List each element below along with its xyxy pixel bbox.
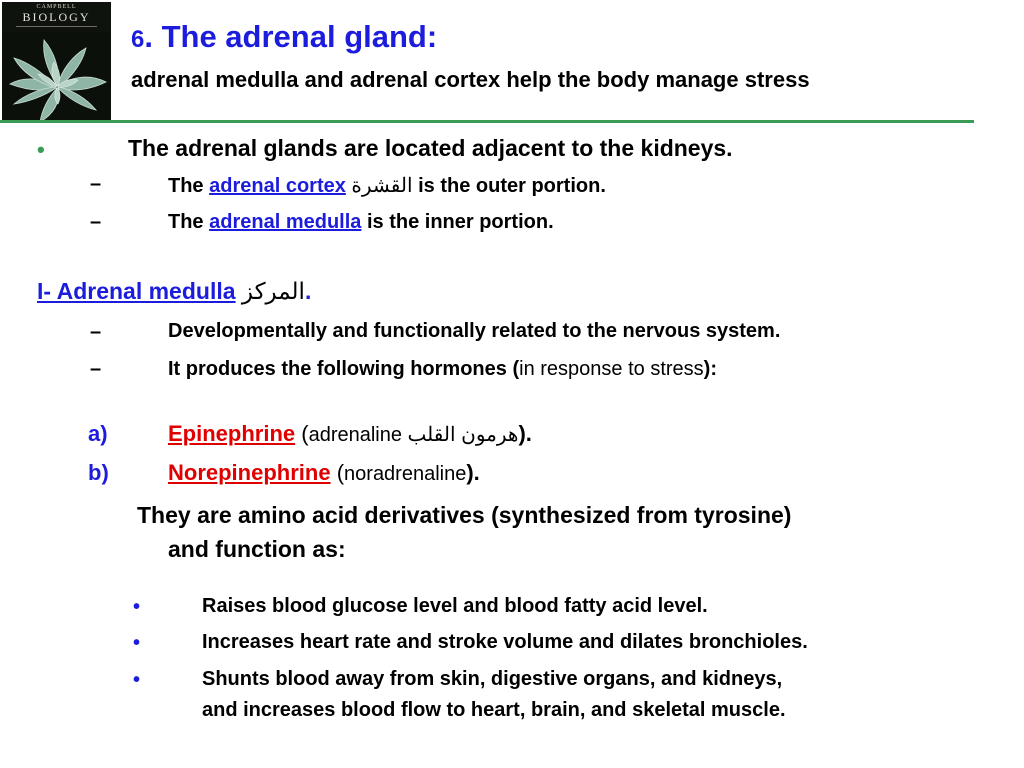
norepinephrine-alt-name: noradrenaline	[344, 463, 467, 485]
list-marker: b)	[88, 460, 109, 485]
bullet-icon: •	[37, 137, 45, 162]
function-item-shunts-line-2: and increases blood flow to heart, brain, and skeletal muscle.	[202, 699, 786, 721]
book-cover-title: BIOLOGY	[22, 10, 91, 24]
bullet-hormones	[168, 358, 717, 381]
bullet-icon: •	[133, 632, 141, 654]
epinephrine-arabic-text: هرمون القلب	[407, 424, 519, 446]
epinephrine-open: (	[295, 421, 309, 446]
book-cover-image	[2, 2, 111, 123]
slide-number: 6	[131, 26, 145, 53]
hormones-post-text: ):	[703, 358, 717, 380]
medulla-post-text: is the inner portion.	[361, 211, 554, 233]
function-item-shunts-line-1: Shunts blood away from skin, digestive organs, and kidneys,	[202, 668, 783, 690]
adrenal-medulla-link[interactable]: adrenal medulla	[209, 211, 362, 233]
bullet-adrenal-medulla	[168, 211, 554, 234]
list-marker: a)	[88, 421, 108, 446]
slide-title	[131, 19, 437, 58]
norepinephrine-close: ).	[466, 460, 480, 485]
title-divider	[0, 120, 974, 123]
slide-subtitle: adrenal medulla and adrenal cortex help the body manage stress	[131, 67, 810, 92]
dash-icon: –	[90, 358, 102, 380]
epinephrine-alt-name: adrenaline	[308, 424, 408, 446]
dash-icon: –	[90, 211, 102, 233]
derivatives-line-1: They are amino acid derivatives (synthesized from tyrosine)	[137, 502, 792, 528]
function-item-heart-rate: Increases heart rate and stroke volume and dilates bronchioles.	[202, 631, 808, 653]
succulent-plant-icon	[2, 32, 111, 123]
book-cover-author: CAMPBELL	[36, 4, 77, 10]
bullet-adrenal-cortex	[168, 173, 606, 198]
function-item-glucose: Raises blood glucose level and blood fatty acid level.	[202, 595, 708, 617]
bullet-icon: •	[133, 669, 141, 691]
dash-icon: –	[90, 321, 102, 343]
hormones-paren-text: in response to stress	[519, 358, 704, 380]
hormone-norepinephrine	[168, 460, 480, 486]
adrenal-cortex-link[interactable]: adrenal cortex	[209, 175, 346, 197]
hormones-pre-text: It produces the following hormones (	[168, 358, 520, 380]
cortex-arabic-text: القشرة	[351, 175, 413, 197]
hormone-epinephrine	[168, 421, 532, 447]
bullet-nervous-system: Developmentally and functionally related to the nervous system.	[168, 320, 781, 342]
epinephrine-close: ).	[518, 421, 532, 446]
epinephrine-link[interactable]: Epinephrine	[168, 421, 296, 446]
bullet-adrenal-location: The adrenal glands are located adjacent to the kidneys.	[128, 135, 733, 161]
cortex-pre-text: The	[168, 175, 210, 197]
section-arabic-text: المركز	[241, 278, 305, 304]
section-heading	[37, 278, 311, 305]
bullet-icon: •	[133, 596, 141, 618]
slide-title-text: . The adrenal gland:	[144, 19, 438, 54]
medulla-pre-text: The	[168, 211, 210, 233]
section-dot: .	[304, 278, 312, 304]
derivatives-line-2: and function as:	[168, 536, 346, 562]
norepinephrine-link[interactable]: Norepinephrine	[168, 460, 331, 485]
norepinephrine-open: (	[330, 460, 345, 485]
dash-icon: –	[90, 173, 102, 195]
cortex-post-text: is the outer portion.	[412, 175, 606, 197]
adrenal-medulla-heading-link[interactable]: I- Adrenal medulla	[37, 278, 236, 304]
